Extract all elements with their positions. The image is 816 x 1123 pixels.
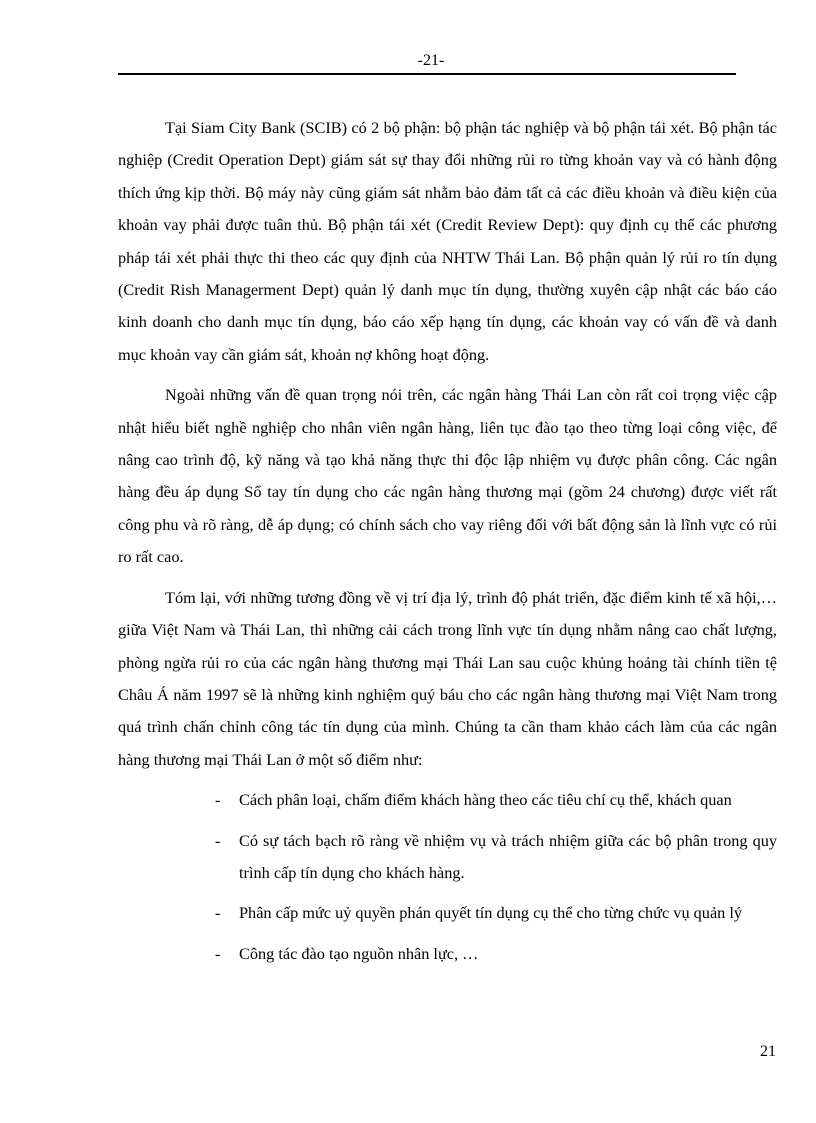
bullet-dash: - xyxy=(215,903,221,923)
list-item xyxy=(118,938,777,970)
page-footer-number: 21 xyxy=(760,1043,776,1060)
header-divider xyxy=(118,73,736,75)
paragraph-training: Ngoài những vấn đề quan trọng nói trên, các ngân hàng Thái Lan còn rất coi trọng việc cập nhật hiểu biết nghề nghiệp cho nhân viên ngân hàng, liên tục đào tạo theo từng loại công việc, để nâng cao trình độ, kỹ năng và tạo khả năng thực thi độc lập nhiệm vụ được phân công. Các ngân hàng đều áp dụng Sổ tay tín dụng cho các ngân hàng thương mại (gồm 24 chương) được viết rất công phu và rõ ràng, dễ áp dụng; có chính sách cho vay riêng đối với bất động sản là lĩnh vực có rủi ro rất cao. xyxy=(118,385,777,567)
bullet-dash: - xyxy=(215,790,221,810)
bullet-dash: - xyxy=(215,943,221,963)
list-item-text: Cách phân loại, chấm điểm khách hàng theo các tiêu chí cụ thể, khách quan xyxy=(239,790,732,810)
list-item-text: Công tác đào tạo nguồn nhân lực, … xyxy=(239,943,479,963)
paragraph-summary: Tóm lại, với những tương đồng về vị trí địa lý, trình độ phát triển, đặc điểm kinh tế xã hội,… giữa Việt Nam và Thái Lan, thì những cải cách trong lĩnh vực tín dụng nhằm nâng cao chất lượng, phòng ngừa rủi ro của các ngân hàng thương mại Thái Lan sau cuộc khủng hoảng tài chính tiền tệ Châu Á năm 1997 sẽ là những kinh nghiệm quý báu cho các ngân hàng thương mại Việt Nam trong quá trình chấn chỉnh công tác tín dụng của mình. Chúng ta cần tham khảo cách làm của các ngân hàng thương mại Thái Lan ở một số điểm như: xyxy=(118,587,777,769)
paragraph-scib: Tại Siam City Bank (SCIB) có 2 bộ phận: bộ phận tác nghiệp và bộ phận tái xét. Bộ phận tác nghiệp (Credit Operation Dept) giám sát sự thay đổi những rủi ro từng khoản vay và có hành động thích ứng kịp thời. Bộ máy này cũng giám sát nhằm bảo đảm tất cả các điều khoản và điều kiện của khoản vay phải được tuân thủ. Bộ phận tái xét (Credit Review Dept): quy định cụ thể các phương pháp tái xét phải thực thi theo các quy định của NHTW Thái Lan. Bộ phận quản lý rủi ro tín dụng (Credit Rish Managerment Dept) quản lý danh mục tín dụng, thường xuyên cập nhật các báo cáo kinh doanh cho danh mục tín dụng, báo cáo xếp hạng tín dụng, các khoản vay có vấn đề và danh mục khoản vay cần giám sát, khoản nợ không hoạt động. xyxy=(118,118,777,364)
list-item-text: Phân cấp mức uỷ quyền phán quyết tín dụng cụ thể cho từng chức vụ quản lý xyxy=(239,903,743,923)
bullet-dash: - xyxy=(215,830,221,850)
list-item xyxy=(118,784,777,816)
list-item-text: Có sự tách bạch rõ ràng về nhiệm vụ và trách nhiệm giữa các bộ phân trong quy trình cấp tín dụng cho khách hàng. xyxy=(239,830,777,882)
page-header-number: -21- xyxy=(417,52,445,69)
bullet-list xyxy=(118,784,777,970)
list-item xyxy=(118,897,777,929)
document-body xyxy=(118,112,777,978)
list-item xyxy=(118,825,777,890)
